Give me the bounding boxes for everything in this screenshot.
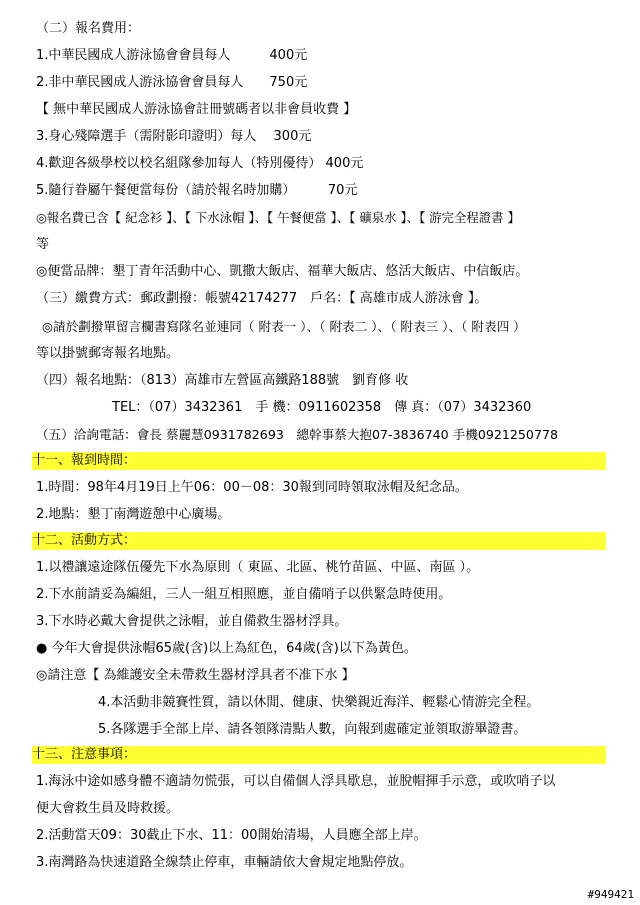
swim-cap-color-note: ● 今年大會提供泳帽65歲(含)以上為紅色，64歲(含)以下為黃色。 bbox=[36, 641, 417, 656]
activity-item-3: 3.下水時必戴大會提供之泳帽，並自備救生器材浮具。 bbox=[36, 614, 348, 629]
activity-item-5: 5.各隊選手全部上岸、請各領隊清點人數，向報到處確定並領取游畢證書。 bbox=[98, 722, 527, 737]
checkin-time: 1.時間：98年4月19日上午06：00－08：30報到同時領取泳帽及紀念品。 bbox=[36, 480, 468, 495]
lunch-brands: ◎便當品牌：墾丁青年活動中心、凱撒大飯店、福華大飯店、悠活大飯店、中信飯店。 bbox=[36, 264, 529, 279]
fee-includes: ◎報名費已含【 紀念衫 】、【 下水泳帽 】、【 午餐便當 】、【 礦泉水 】、【 游完全程證書 】 bbox=[36, 210, 520, 225]
notice-item-3: 3.南灣路為快速道路全線禁止停車，車輛請依大會規定地點停放。 bbox=[36, 855, 413, 870]
notice-item-2: 2.活動當天09：30截止下水、11：00開始清場，人員應全部上岸。 bbox=[36, 828, 427, 843]
safety-warning: ◎請注意【 為維護安全未帶救生器材浮具者不准下水 】 bbox=[36, 668, 355, 683]
fee-item-3: 3.身心殘障選手（需附影印證明）每人 300元 bbox=[36, 129, 312, 144]
checkin-place: 2.地點：墾丁南灣遊憩中心廣場。 bbox=[36, 507, 231, 522]
fee-note: 【 無中華民國成人游泳協會註冊號碼者以非會員收費 】 bbox=[36, 102, 357, 117]
section-payment-method: （三）繳費方式：郵政劃撥：帳號42174277 戶名：【 高雄市成人游泳會 】。 bbox=[36, 291, 488, 306]
section-11-heading: 十一、報到時間： bbox=[32, 452, 606, 470]
fee-includes-cont: 等 bbox=[36, 237, 50, 252]
payment-note: ◎請於劃撥單留言欄書寫隊名並連同（ 附表一 ）、（ 附表二 ）、（ 附表三 ）、（ 附表四 ） bbox=[42, 319, 526, 334]
fee-item-1: 1.中華民國成人游泳協會會員每人 400元 bbox=[36, 48, 308, 63]
section-inquiry-phone: （五）洽詢電話：會長 蔡麗慧0931782693 總幹事蔡大抱07-3836740 手機0921250778 bbox=[36, 427, 558, 442]
activity-item-2: 2.下水前請妥為編組，三人一組互相照應，並自備哨子以供緊急時使用。 bbox=[36, 587, 452, 602]
activity-item-4: 4.本活動非競賽性質，請以休閒、健康、快樂親近海洋、輕鬆心情游完全程。 bbox=[98, 695, 540, 710]
section-13-heading: 十三、注意事項： bbox=[32, 746, 606, 764]
section-12-heading: 十二、活動方式： bbox=[32, 532, 606, 550]
section-registration-address: （四）報名地點：（813）高雄市左營區高鐵路188號 劉育修 收 bbox=[36, 373, 409, 388]
notice-item-1-cont: 便大會救生員及時救援。 bbox=[36, 801, 180, 816]
fee-item-5: 5.隨行眷屬午餐便當每份（請於報名時加購） 70元 bbox=[36, 183, 358, 198]
document-id-label: #949421 bbox=[587, 888, 634, 901]
activity-item-1: 1.以禮讓遠途隊伍優先下水為原則（ 東區、北區、桃竹苗區、中區、南區 ）。 bbox=[36, 560, 480, 575]
notice-item-1: 1.海泳中途如感身體不適請勿慌張，可以自備個人浮具歇息，並脫帽揮手示意，或吹哨子以 bbox=[36, 774, 556, 789]
contact-phones: TEL：（07）3432361 手 機：0911602358 傳 真：（07）3432360 bbox=[112, 400, 532, 415]
fee-item-2: 2.非中華民國成人游泳協會會員每人 750元 bbox=[36, 75, 308, 90]
section-registration-fee-heading: （二）報名費用： bbox=[36, 21, 141, 36]
fee-item-4: 4.歡迎各級學校以校名組隊參加每人（特別優待） 400元 bbox=[36, 156, 364, 171]
payment-note-cont: 等以掛號郵寄報名地點。 bbox=[36, 346, 180, 361]
